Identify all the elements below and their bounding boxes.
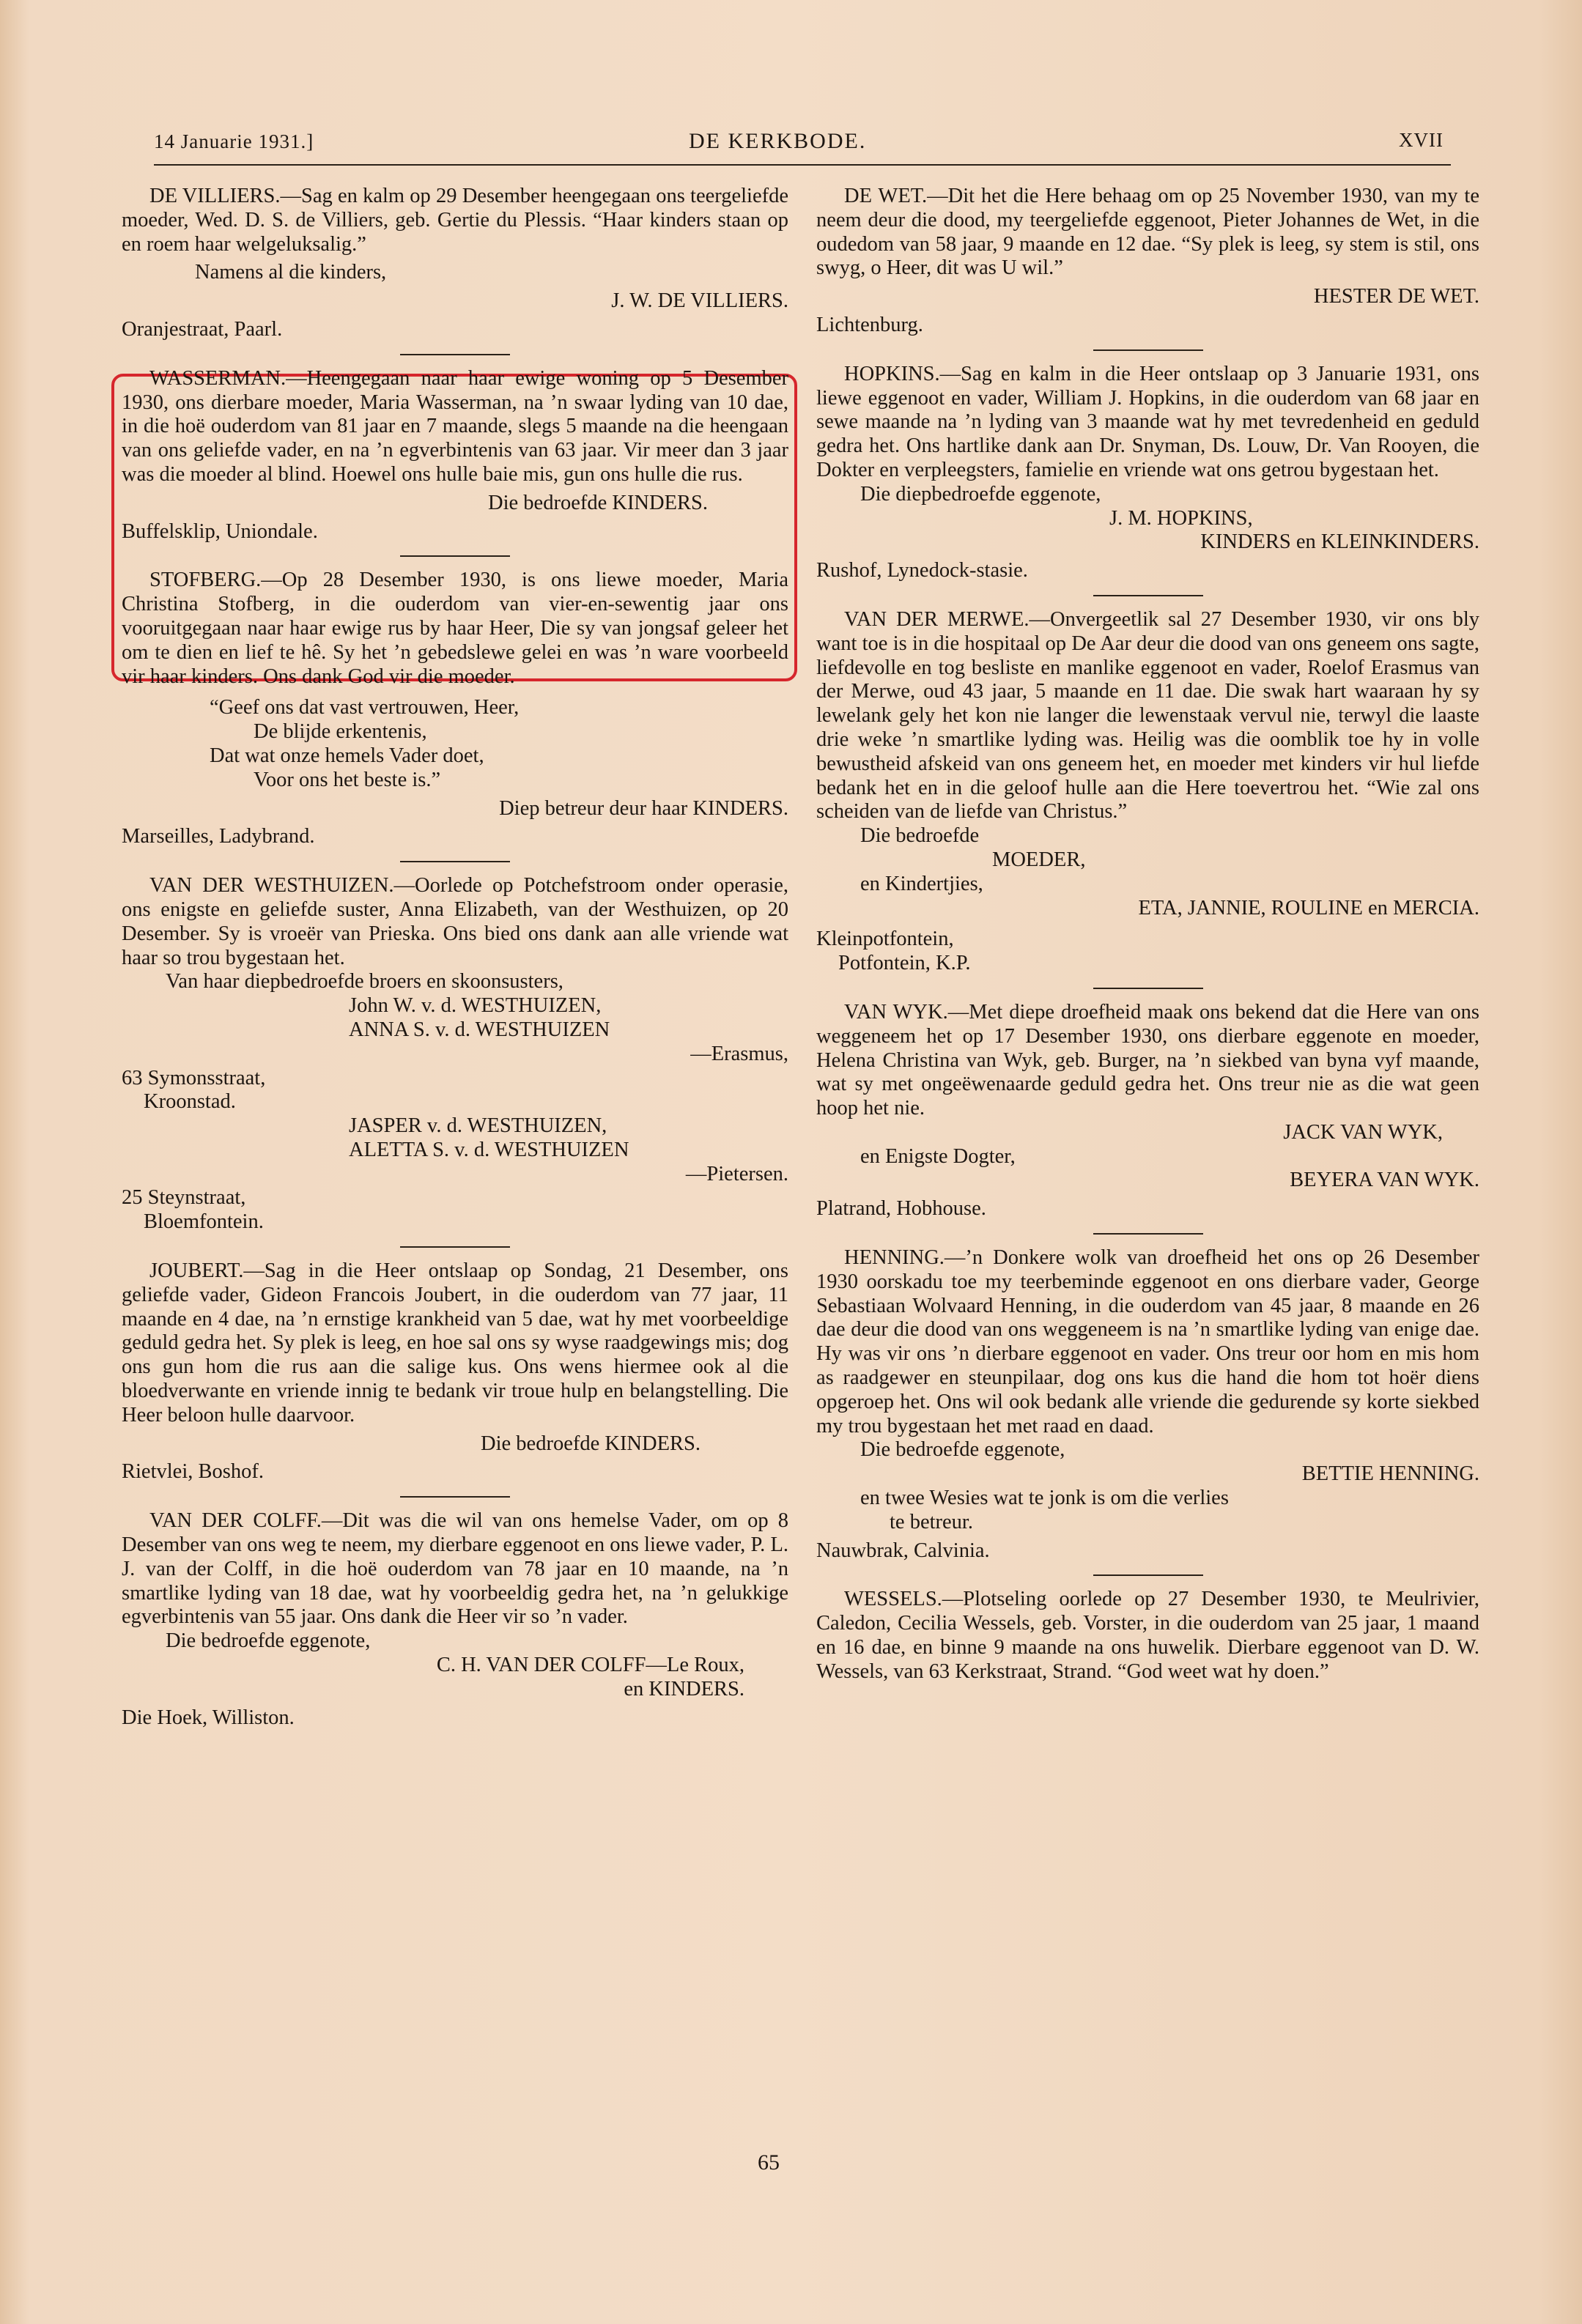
notice-signature: Die bedroefde KINDERS. [488, 491, 708, 514]
notice-location: Nauwbrak, Calvinia. [816, 1539, 990, 1562]
notice-line: —Erasmus, [690, 1042, 788, 1065]
notice-line: Potfontein, K.P. [838, 952, 971, 975]
header-page-roman: XVII [1399, 129, 1444, 151]
notice-line: Die bedroefde eggenote, [860, 1438, 1065, 1462]
notice-signature: Die bedroefde KINDERS. [481, 1432, 701, 1455]
divider [400, 1246, 510, 1248]
notice-line: BETTIE HENNING. [1301, 1462, 1479, 1486]
notice-text: WASSERMAN.—Heengegaan naar haar ewige woning op 5 Desember 1930, ons dierbare moeder, Maria Wasserman, na ’n swaar lyding van 10 dae, in die hoë ouderdom van 81 jaar en 7 maande, slegs 5 maande na die heengaan van ons geliefde vader, en na ’n egverbintenis van 63 jaar. Vir meer dan 3 jaar was die moeder al blind. Hoewel ons hulle baie mis, gun ons hulle die rus. [122, 366, 788, 486]
notice-van-der-merwe [816, 608, 1479, 976]
divider [400, 555, 510, 557]
notice-line: MOEDER, [992, 848, 1086, 871]
notice-line: te betreur. [890, 1510, 973, 1533]
notice-line: —Pietersen. [685, 1162, 788, 1185]
page-header [154, 126, 1451, 166]
notice-stofberg [122, 569, 788, 849]
header-date: 14 Januarie 1931.] [154, 130, 314, 152]
divider [1093, 349, 1203, 351]
header-title: DE KERKBODE. [689, 129, 867, 153]
left-column [122, 185, 788, 1740]
notice-location: Rietvlei, Boshof. [122, 1460, 264, 1484]
notice-text: VAN DER COLFF.—Dit was die wil van ons hemelse Vader, om op 8 Desember van ons weg te neem, my dierbare eggenoot en ons liewe vader, P. L. J. van der Colff, in die hoë ouderdom van 78 jaar en 10 maande, na ’n smartlike lyding van 18 dae, wat hy voorbeeldig gedra het, na ’n gelukkige egverbintenis van 55 jaar. Ons dank die Heer vir so ’n vader. [122, 1509, 788, 1629]
notice-location: Platrand, Hobhouse. [816, 1197, 986, 1221]
notice-signature: HESTER DE WET. [1313, 285, 1479, 308]
poem-line: De blijde erkentenis, [254, 720, 427, 744]
notice-text: DE WET.—Dit het die Here behaag om op 25 November 1930, van my te neem deur die dood, my teergeliefde eggenoot, Pieter Johannes de Wet, in die oudedom van 58 jaar, 9 maande en 12 dae. “Sy plek is leeg, sy stem is stil, ons swyg, o Heer, dit was U wil.” [816, 185, 1479, 280]
notice-text: JOUBERT.—Sag in die Heer ontslaap op Sondag, 21 Desember, ons geliefde vader, Gideon Francois Joubert, in die ouderdom van 77 jaar, 11 maande en 4 dae, na ’n ernstige krankheid van 5 dae, wat hy met voorbeeldige geduld gedra het. Sy plek is leeg, en hoe sal ons sy wyse raadgewings mis; dog ons gun hom die rus aan die salige kus. Ons wens hiermee ook al die bloedverwante en vriende innig te bedank vir troue hulp en belangstelling. Die Heer beloon hulle daarvoor. [122, 1259, 788, 1426]
notice-line: 63 Symonsstraat, [122, 1066, 266, 1089]
notice-wessels [816, 1588, 1479, 1684]
divider [400, 861, 510, 862]
notice-line: Die bedroefde [860, 824, 980, 848]
page-number: 65 [758, 2150, 780, 2175]
notice-line: John W. v. d. WESTHUIZEN, [349, 994, 602, 1018]
notice-text: VAN WYK.—Met diepe droefheid maak ons bekend dat die Here van ons weggeneem het op 17 Desember 1930, ons dierbare eggenote en moeder, Helena Christina van Wyk, geb. Burger, na ’n siekbed van byna vyf maande, wat sy met ongeëwenaarde geduld gedra het. Ons treur nie as die wat geen hoop het nie. [816, 1000, 1479, 1120]
notice-line: KINDERS en KLEINKINDERS. [1200, 530, 1479, 554]
right-column [816, 185, 1479, 1695]
notice-signature: Diep betreur deur haar KINDERS. [499, 796, 788, 820]
notice-henning [816, 1246, 1479, 1563]
notice-de-wet [816, 185, 1479, 338]
notice-signature: J. W. DE VILLIERS. [611, 289, 788, 313]
notice-line: Die bedroefde eggenote, [166, 1629, 371, 1653]
notice-line: JASPER v. d. WESTHUIZEN, [349, 1114, 607, 1138]
notice-line: en twee Wesies wat te jonk is om die verlies [860, 1487, 1229, 1510]
notice-hopkins [816, 363, 1479, 583]
notice-location: Oranjestraat, Paarl. [122, 317, 283, 341]
notice-line: Kleinpotfontein, [816, 928, 954, 951]
notice-line: Van haar diepbedroefde broers en skoonsusters, [166, 970, 563, 993]
notice-line: Die diepbedroefde eggenote, [860, 482, 1101, 506]
notice-line: en Kindertjies, [860, 872, 983, 895]
notice-poem [210, 696, 788, 792]
poem-line: “Geef ons dat vast vertrouwen, Heer, [210, 696, 520, 719]
poem-line: Dat wat onze hemels Vader doet, [210, 744, 484, 767]
notice-van-wyk [816, 1001, 1479, 1221]
notice-line: en KINDERS. [624, 1677, 744, 1701]
notice-de-villiers [122, 185, 788, 342]
notice-joubert [122, 1259, 788, 1484]
divider [400, 1496, 510, 1498]
notice-text: HENNING.—’n Donkere wolk van droefheid het ons op 26 Desember 1930 oorskadu toe my teerbeminde eggenoot en ons dierbare vader, George Sebastiaan Wolvaard Henning, in die ouderdom van 45 jaar, 8 maande en 26 dae deur die dood van ons weggeneem is na ’n smartlike lyding van enige dae. Hy was vir ons ’n dierbare eggenoot en vader. Ons treur oor hom en mis hom as raadgewer en steunpilaar, dog ons kus die hand die hom tot hoër diens opgeroep het. Ons wil ook bedank alle vriende die gedurende sy korte siekbed my trou bygestaan het met raad en daad. [816, 1246, 1479, 1437]
notice-location: Buffelsklip, Uniondale. [122, 519, 318, 543]
notice-line: ALETTA S. v. d. WESTHUIZEN [349, 1138, 629, 1161]
notice-text: VAN DER WESTHUIZEN.—Oorlede op Potchefstroom onder operasie, ons enigste en geliefde suster, Anna Elizabeth, van der Westhuizen, op 20 Desember. Sy is vroeër van Prieska. Ons bied ons dank aan alle vriende wat haar so trou bygestaan het. [122, 874, 788, 969]
notice-van-der-westhuizen [122, 874, 788, 1235]
divider [1093, 595, 1203, 596]
notice-line: Bloemfontein. [144, 1210, 264, 1234]
notice-line: JACK VAN WYK, [1283, 1120, 1443, 1144]
divider [1093, 988, 1203, 989]
notice-text: DE VILLIERS.—Sag en kalm op 29 Desember heengegaan ons teergeliefde moeder, Wed. D. S. de Villiers, geb. Gertie du Plessis. “Haar kinders staan op en roem haar welgeluksalig.” [122, 185, 788, 256]
notice-location: Marseilles, Ladybrand. [122, 825, 315, 848]
notice-signature-line: Namens al die kinders, [195, 261, 387, 284]
notice-location: Lichtenburg. [816, 313, 923, 336]
notice-location: Die Hoek, Williston. [122, 1706, 295, 1729]
notice-line: ETA, JANNIE, ROULINE en MERCIA. [1138, 896, 1479, 919]
notice-text: HOPKINS.—Sag en kalm in die Heer ontslaap op 3 Januarie 1931, ons liewe eggenoot en vader, William J. Hopkins, in die ouderdom van 68 jaar en sewe maande na ’n lyding van 3 maande wat hy met tevredenheid en geduld gedra het. Ons hartlike dank aan Dr. Snyman, Ds. Louw, Dr. Van Rooyen, die Dokter en verpleegsters, famielie en vriende wat ons getrou bygestaan het. [816, 362, 1479, 481]
divider [1093, 1574, 1203, 1576]
notice-line: C. H. VAN DER COLFF—Le Roux, [436, 1654, 744, 1677]
notice-line: en Enigste Dogter, [860, 1144, 1016, 1168]
poem-line: Voor ons het beste is.” [254, 768, 441, 791]
notice-line: BEYERA VAN WYK. [1290, 1169, 1479, 1192]
notice-line: J. M. HOPKINS, [1109, 506, 1253, 530]
notice-text: VAN DER MERWE.—Onvergeetlik sal 27 Desember 1930, vir ons bly want toe is in die hospitaal op De Aar deur die dood van ons geneem ons sagte, liefdevolle en tog besliste en manlike eggenoot en vader, Roelof Erasmus van der Merwe, oud 43 jaar, 5 maande en 11 dae. Die swak hart waaraan hy sy lewelank gely het kon nie langer die lewenstaak vervul nie, terwyl die laaste drie weke ’n smartlike lyding was. Heilig was die oomblik toe hy in volle bewustheid afskeid van ons geneem het, en moeder met kinders vir hul liefde bedank het en in die geloof hulle aan die Here toevertrou het. “Wie zal ons scheiden van de liefde van Christus.” [816, 607, 1479, 824]
notice-text: WESSELS.—Plotseling oorlede op 27 Desember 1930, te Meulrivier, Caledon, Cecilia Wessels, geb. Vorster, in die ouderdom van 25 jaar, 1 maand en 16 dae, en binne 9 maande na ons huwelik. Dierbare eggenoot van D. W. Wessels, van 63 Kerkstraat, Strand. “God weet wat hy doen.” [816, 1588, 1479, 1683]
notice-text: STOFBERG.—Op 28 Desember 1930, is ons liewe moeder, Maria Christina Stofberg, in die ouderdom van vier-en-sewentig jaar ons vooruitgegaan naar haar ewige rus by haar Heer, Die sy van jongsaf geleer het om te dien en lief te hê. Sy het ’n gebedslewe gelei en was ’n ware voorbeeld vir haar kinders. Ons dank God vir die moeder. [122, 569, 788, 688]
notice-line: ANNA S. v. d. WESTHUIZEN [349, 1018, 610, 1041]
divider [1093, 1233, 1203, 1235]
divider [400, 354, 510, 355]
notice-wasserman [122, 367, 788, 544]
notice-line: Kroonstad. [144, 1090, 236, 1114]
notice-line: 25 Steynstraat, [122, 1186, 246, 1210]
notice-van-der-colff [122, 1509, 788, 1730]
notice-location: Rushof, Lynedock-stasie. [816, 559, 1028, 582]
